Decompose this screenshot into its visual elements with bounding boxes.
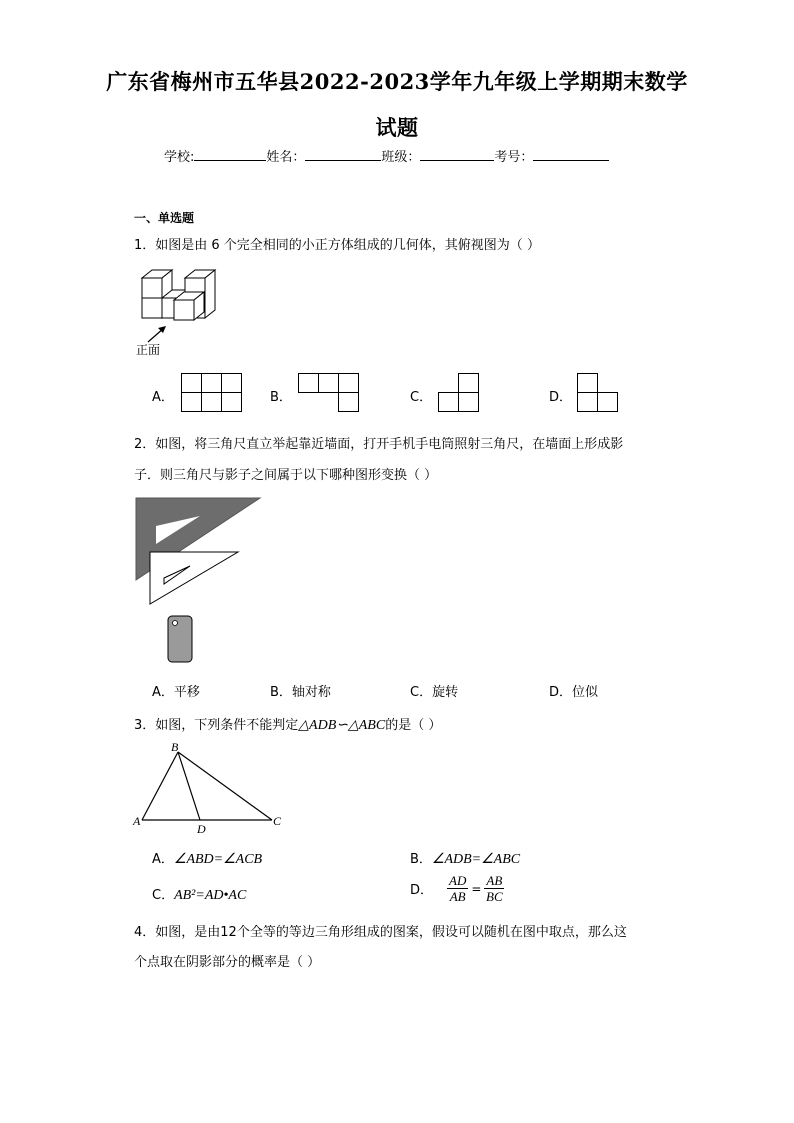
exam-number-field[interactable] bbox=[533, 148, 609, 161]
fraction-denominator: AB bbox=[449, 889, 466, 904]
q1-option-d-label[interactable]: D． bbox=[549, 390, 573, 405]
q1-option-b-label[interactable]: B． bbox=[270, 390, 292, 405]
q3-label-a: A bbox=[133, 814, 141, 828]
q2-stem-line2: 子．则三角尺与影子之间属于以下哪种图形变换（ ） bbox=[134, 468, 438, 483]
q3-label-d: D bbox=[197, 822, 206, 836]
page-title: 广东省梅州市五华县2022-2023学年九年级上学期期末数学 bbox=[106, 69, 688, 94]
q3-option-a-letter: A． bbox=[152, 852, 174, 867]
page-title-line2: 试题 bbox=[375, 115, 419, 140]
class-field[interactable] bbox=[420, 148, 494, 161]
q4-stem-line1: 4．如图，是由12个全等的等边三角形组成的图案，假设可以随机在图中取点，那么这 bbox=[134, 925, 627, 940]
q3-option-a-text: ∠ABD=∠ACB bbox=[173, 852, 263, 867]
q3-label-b: B bbox=[171, 740, 179, 754]
q2-option-d[interactable]: D．位似 bbox=[549, 685, 599, 700]
q1-option-c-figure[interactable] bbox=[438, 373, 480, 413]
q3-option-d-fraction-right bbox=[484, 873, 504, 904]
q3-stem-suffix: 的是（ ） bbox=[385, 718, 442, 733]
q3-option-d[interactable] bbox=[410, 873, 504, 904]
student-info-line bbox=[164, 146, 609, 165]
q1-option-a-label[interactable]: A． bbox=[152, 390, 174, 405]
q4-stem-line2: 个点取在阴影部分的概率是（ ） bbox=[134, 955, 321, 970]
fraction-denominator: BC bbox=[486, 889, 503, 904]
exam-number-label: 考号： bbox=[494, 150, 534, 165]
q2-option-b[interactable]: B．轴对称 bbox=[270, 685, 331, 700]
section-heading: 一、单选题 bbox=[134, 211, 195, 225]
q3-option-b-letter: B． bbox=[410, 852, 432, 867]
fraction-numerator: AD bbox=[449, 873, 467, 888]
q2-option-a[interactable]: A．平移 bbox=[152, 685, 200, 700]
q3-option-d-letter: D． bbox=[410, 883, 434, 898]
q2-option-c[interactable]: C．旋转 bbox=[410, 685, 459, 700]
q3-option-a[interactable] bbox=[152, 848, 262, 868]
q1-option-d-figure[interactable] bbox=[577, 373, 619, 413]
q1-option-a-figure[interactable] bbox=[181, 373, 243, 413]
q2-triangle-shadow-figure bbox=[134, 496, 264, 666]
q1-option-b-figure[interactable] bbox=[298, 373, 360, 413]
q3-stem-prefix: 3．如图，下列条件不能判定 bbox=[134, 718, 299, 733]
q3-option-c[interactable] bbox=[152, 884, 246, 904]
school-field[interactable] bbox=[194, 148, 266, 161]
q3-option-c-letter: C． bbox=[152, 888, 175, 903]
q3-triangle-figure bbox=[130, 738, 290, 838]
name-label: 姓名： bbox=[266, 150, 306, 165]
q3-stem bbox=[134, 714, 441, 734]
q3-stem-math: △ADB∽△ABC bbox=[298, 718, 386, 733]
q1-front-label: 正面 bbox=[136, 343, 161, 357]
q2-stem-line1: 2．如图，将三角尺直立举起靠近墙面，打开手机手电筒照射三角尺，在墙面上形成影 bbox=[134, 437, 624, 452]
q3-option-b[interactable] bbox=[410, 848, 520, 868]
q1-option-c-label[interactable]: C． bbox=[410, 390, 433, 405]
equals-sign: = bbox=[471, 881, 482, 896]
class-label: 班级： bbox=[381, 150, 421, 165]
q3-option-b-text: ∠ADB=∠ABC bbox=[431, 852, 521, 867]
fraction-numerator: AB bbox=[486, 873, 503, 888]
q3-option-c-text: AB²=AD•AC bbox=[174, 888, 247, 903]
q3-label-c: C bbox=[273, 814, 282, 828]
school-label: 学校: bbox=[164, 150, 195, 165]
q3-option-d-fraction-left bbox=[447, 873, 468, 904]
q1-stem: 1．如图是由 6 个完全相同的小正方体组成的几何体，其俯视图为（ ） bbox=[134, 238, 540, 253]
name-field[interactable] bbox=[305, 148, 381, 161]
